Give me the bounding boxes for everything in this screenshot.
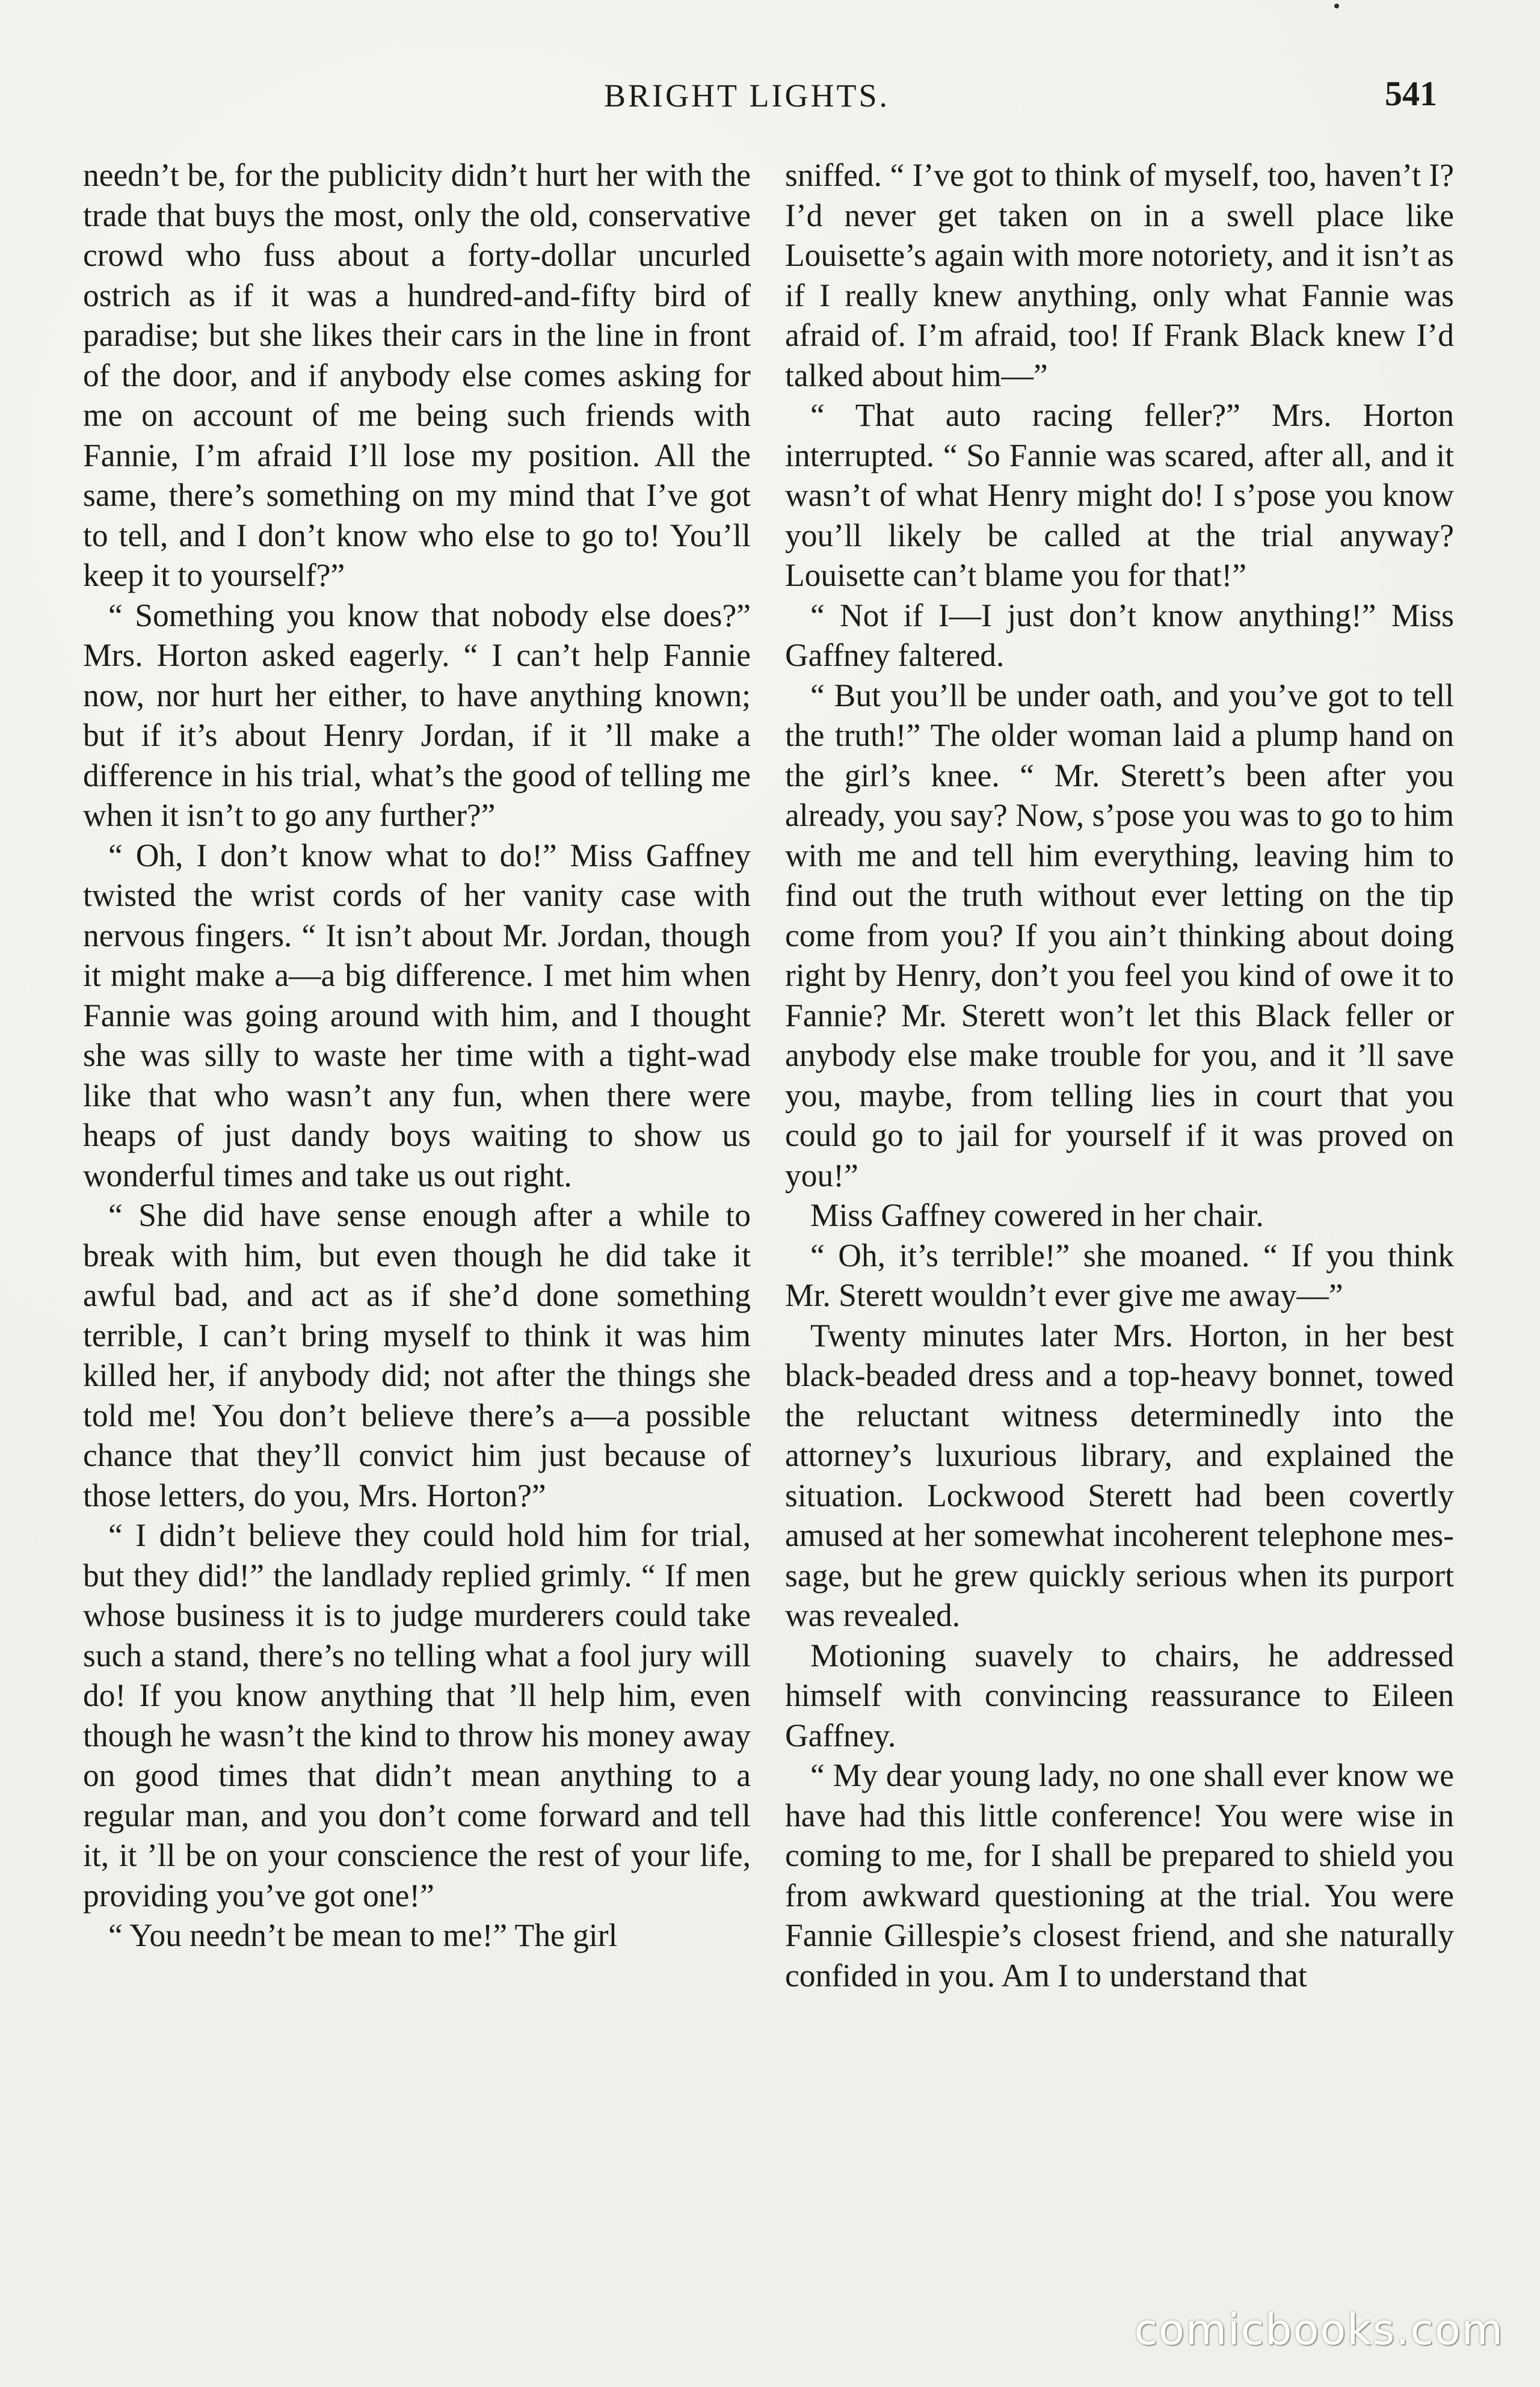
paragraph: “ Something you know that nobody else does?” Mrs. Horton asked eagerly. “ I can’t help Fannie now, nor hurt her either, to have anything known; but if it’s about Henry Jordan, if it ’ll make a difference in his trial, what’s the good of telling me when it isn’t to go any further?”: [83, 597, 751, 833]
running-head: [0, 71, 1540, 125]
paragraph: Motioning suavely to chairs, he addressed himself with convincing reassurance to Eileen Gaffney.: [785, 1637, 1454, 1754]
running-head-title: BRIGHT LIGHTS.: [604, 78, 890, 114]
paragraph: Miss Gaffney cowered in her chair.: [810, 1197, 1264, 1233]
site-watermark: comicbooks.com: [1134, 2305, 1504, 2355]
paragraph: “ But you’ll be under oath, and you’ve got to tell the truth!” The older woman laid a plump hand on the girl’s knee. “ Mr. Sterett’s been after you already, you say? Now, s’pose you was to go to him with me and tell him everything, leaving him to find out the truth without ever letting on the tip come from you? If you ain’t thinking about doing right by Henry, don’t you feel you kind of owe it to Fannie? Mr. Sterett won’t let this Black feller or anybody else make trouble for you, and it ’ll save you, maybe, from telling lies in court that you could go to jail for yourself if it was proved on you!”: [785, 677, 1454, 1194]
left-column: [83, 155, 751, 1956]
paragraph: “ That auto racing feller?” Mrs. Horton interrupted. “ So Fannie was scared, after all, and it wasn’t of what Henry might do! I s’pose you know you’ll likely be called at the trial anyway? Louisette can’t blame you for that!”: [785, 397, 1454, 593]
right-column: [785, 155, 1454, 1995]
paragraph: needn’t be, for the publicity didn’t hurt her with the trade that buys the most, only the old, conservative crowd who fuss about a forty-dollar uncurled ostrich as if it was a hundred-and-fifty bird of paradise; but she likes their cars in the line in front of the door, and if anybody else comes asking for me on account of me being such friends with Fannie, I’m afraid I’ll lose my position. All the same, there’s something on my mind that I’ve got to tell, and I don’t know who else to go to! You’ll keep it to yourself?”: [83, 157, 751, 593]
paragraph: sniffed. “ I’ve got to think of myself, too, haven’t I? I’d never get taken on in a swell place like Louisette’s again with more notoriety, and it isn’t as if I really knew anything, only what Fannie was afraid of. I’m afraid, too! If Frank Black knew I’d talked about him—”: [785, 157, 1454, 393]
paragraph: “ My dear young lady, no one shall ever know we have had this little conference! You were wise in coming to me, for I shall be prepared to shield you from awkward questioning at the trial. You were Fannie Gillespie’s closest friend, and she naturally confided in you. Am I to understand that: [785, 1757, 1454, 1994]
paragraph: “ She did have sense enough after a while to break with him, but even though he did take it awful bad, and act as if she’d done something terrible, I can’t bring myself to think it was him killed her, if anybody did; not after the things she told me! You don’t believe there’s a—a possible chance that they’ll convict him just because of those letters, do you, Mrs. Horton?”: [83, 1197, 751, 1514]
paragraph: “ You needn’t be mean to me!” The girl: [108, 1917, 618, 1953]
paragraph: “ Oh, I don’t know what to do!” Miss Gaffney twisted the wrist cords of her vanity case with nervous fingers. “ It isn’t about Mr. Jordan, though it might make a—a big difference. I met him when Fannie was going around with him, and I thought she was silly to waste her time with a tight-wad like that who wasn’t any fun, when there were heaps of just dandy boys waiting to show us wonderful times and take us out right.: [83, 837, 751, 1194]
paragraph: Twenty minutes later Mrs. Horton, in her best black-beaded dress and a top-heavy bonnet, towed the reluctant witness determinedly into the attorney’s luxurious library, and explained the situation. Lockwood Sterett had been covertly amused at her somewhat incoherent telephone message, but he grew quickly serious when its purport was revealed.: [785, 1317, 1454, 1633]
paragraph: “ Not if I—I just don’t know anything!” Miss Gaffney faltered.: [785, 597, 1454, 673]
page-number: 541: [1385, 74, 1437, 113]
paragraph: “ I didn’t believe they could hold him for trial, but they did!” the landlady replied grimly. “ If men whose business it is to judge murderers could take such a stand, there’s no telling what a fool jury will do! If you know anything that ’ll help him, even though he wasn’t the kind to throw his money away on good times that didn’t mean anything to a regular man, and you don’t come forward and tell it, it ’ll be on your conscience the rest of your life, providing you’ve got one!”: [83, 1517, 751, 1914]
paragraph: “ Oh, it’s terrible!” she moaned. “ If you think Mr. Sterett wouldn’t ever give me away—”: [785, 1237, 1454, 1313]
ink-speck: [1334, 4, 1339, 8]
